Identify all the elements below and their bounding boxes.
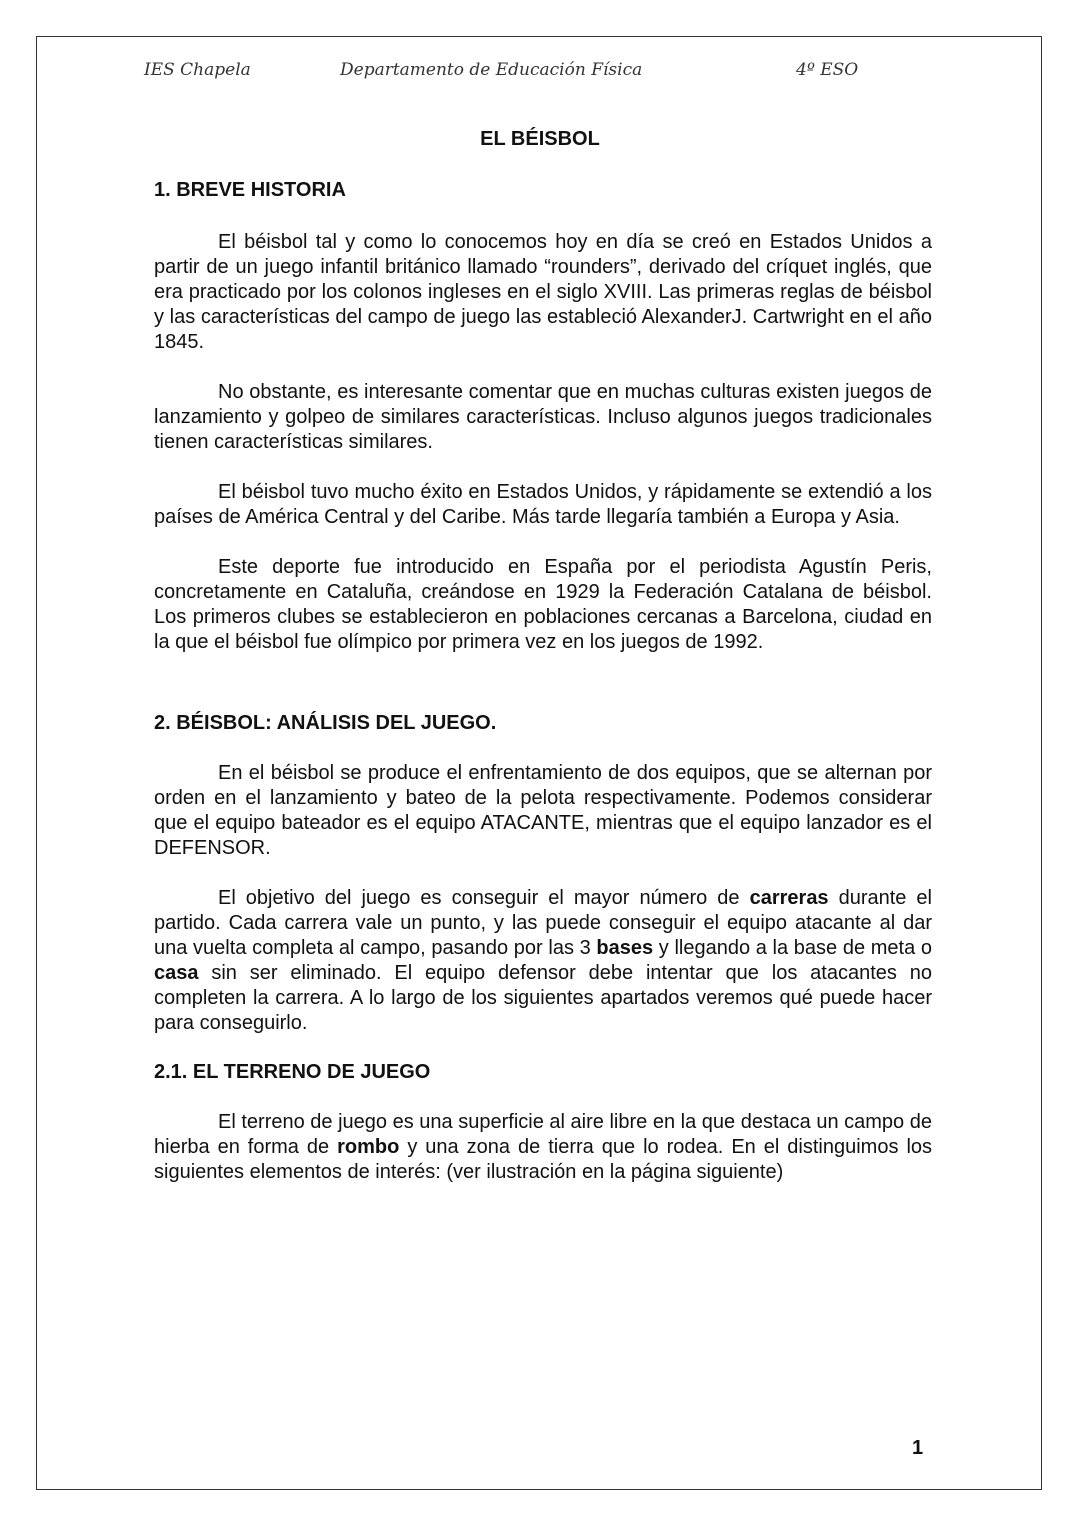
document-body — [154, 176, 932, 1185]
bold-term-rombo: rombo — [337, 1136, 400, 1158]
section-2-paragraph-1: En el béisbol se produce el enfrentamiento de dos equipos, que se alternan por orden en el lanzamiento y bateo de la pelota respectivamente. Podemos considerar que el equipo bateador es el equipo ATACANTE, mientras que el equipo lanzador es el DEFENSOR. — [154, 762, 932, 859]
section-1-heading: 1. BREVE HISTORIA — [154, 179, 346, 201]
header-department: Departamento de Educación Física — [340, 60, 643, 80]
header-school: IES Chapela — [144, 60, 251, 80]
section-1-paragraph-1: El béisbol tal y como lo conocemos hoy en día se creó en Estados Unidos a partir de un juego infantil británico llamado “rounders”, derivado del críquet inglés, que era practicado por los colonos ingleses en el siglo XVIII. Las primeras reglas de béisbol y las características del campo de juego las estableció AlexanderJ. Cartwright en el año 1845. — [154, 231, 932, 353]
section-2-paragraph-2: El objetivo del juego es conseguir el mayor número de carreras durante el partido. Cada carrera vale un punto, y las puede conseguir el equipo atacante al dar una vuelta completa al campo, pasando por las 3 bases y llegando a la base de meta o casa sin ser eliminado. El equipo defensor debe intentar que los atacantes no completen la carrera. A lo largo de los siguientes apartados veremos qué puede hacer para conseguirlo. — [154, 887, 933, 1034]
bold-term-carreras: carreras — [749, 887, 829, 909]
bold-term-bases: bases — [596, 937, 654, 959]
section-1-paragraph-4: Este deporte fue introducido en España por el periodista Agustín Peris, concretamente en Cataluña, creándose en 1929 la Federación Catalana de béisbol. Los primeros clubes se establecieron en poblaciones cercanas a Barcelona, ciudad en la que el béisbol fue olímpico por primera vez en los juegos de 1992. — [154, 556, 932, 653]
document-title: EL BÉISBOL — [480, 128, 600, 150]
section-1-paragraph-3: El béisbol tuvo mucho éxito en Estados Unidos, y rápidamente se extendió a los países de América Central y del Caribe. Más tarde llegaría también a Europa y Asia. — [154, 481, 932, 528]
section-2-heading: 2. BÉISBOL: ANÁLISIS DEL JUEGO. — [154, 712, 497, 734]
section-2-1-paragraph-1: El terreno de juego es una superficie al aire libre en la que destaca un campo de hierba en forma de rombo y una zona de tierra que lo rodea. En el distinguimos los siguientes elementos de interés: (ver ilustración en la página siguiente) — [154, 1111, 933, 1183]
bold-term-casa: casa — [154, 962, 199, 984]
page-number: 1 — [912, 1437, 924, 1459]
section-1-paragraph-2: No obstante, es interesante comentar que en muchas culturas existen juegos de lanzamiento y golpeo de similares características. Incluso algunos juegos tradicionales tienen características similares. — [154, 381, 932, 453]
header-course: 4º ESO — [796, 60, 859, 80]
section-2-1-heading: 2.1. EL TERRENO DE JUEGO — [154, 1061, 431, 1083]
